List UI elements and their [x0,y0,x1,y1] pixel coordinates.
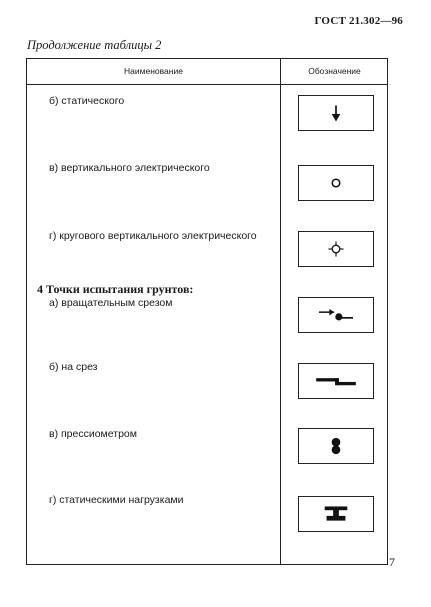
table-continuation-caption: Продолжение таблицы 2 [27,38,162,52]
step-shear-icon [299,364,373,398]
circle-icon [299,166,373,200]
symbol-cell [298,95,374,131]
symbol-cell [298,428,374,464]
document-code: ГОСТ 21.302—96 [314,15,403,27]
symbol-cell [298,297,374,333]
table-row-label: в) прессиометром [49,428,137,440]
down-arrow-icon [299,96,373,130]
symbol-cell [298,165,374,201]
symbol-cell [298,496,374,532]
symbol-cell [298,231,374,267]
page-number: 7 [389,555,395,569]
table-row-label: а) вращательным срезом [49,297,173,309]
column-header-symbol: Обозначение [308,66,361,76]
column-divider [280,59,281,564]
symbols-table [26,58,388,565]
column-header-name: Наименование [124,66,183,76]
table-row-label: б) статического [49,95,125,107]
static-load-icon [299,497,373,531]
pressuremeter-icon [299,429,373,463]
table-row-label: г) кругового вертикального электрического [49,230,257,242]
table-row-label: г) статическими нагрузками [49,494,184,506]
section-title: 4 Точки испытания грунтов: [37,282,194,296]
header-divider [27,84,387,85]
crosshair-circle-icon [299,232,373,266]
table-row-label: б) на срез [49,361,98,373]
rotational-shear-icon [299,298,373,332]
table-row-label: в) вертикального электрического [49,162,210,174]
symbol-cell [298,363,374,399]
